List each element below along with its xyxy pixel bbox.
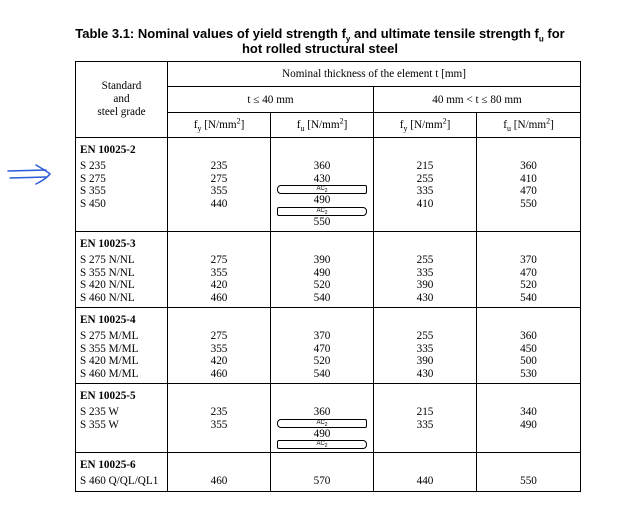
strength-value: 470 xyxy=(520,266,537,279)
strength-value: 470 xyxy=(520,185,537,197)
strength-value: 360 xyxy=(313,406,331,418)
section-empty-cell xyxy=(374,308,477,327)
thickness-header: Nominal thickness of the element t [mm] xyxy=(168,62,581,87)
strength-value: 390 xyxy=(416,279,434,291)
section-name: EN 10025-3 xyxy=(76,232,168,251)
value-column-fy40 xyxy=(168,156,271,232)
strength-value: 215 xyxy=(416,406,434,418)
section-name: EN 10025-6 xyxy=(76,453,168,472)
section-empty-cell xyxy=(477,308,581,327)
strength-value: 540 xyxy=(313,367,331,380)
steel-strength-table xyxy=(75,61,581,492)
steel-grade: S 355 xyxy=(80,185,106,197)
amendment-marker-icon: $AC_2$ xyxy=(277,419,367,428)
section-empty-cell xyxy=(271,384,374,403)
strength-value: 430 xyxy=(416,291,434,304)
strength-value: 570 xyxy=(313,475,331,487)
section-empty-cell xyxy=(168,138,271,157)
strength-value: 420 xyxy=(210,279,228,291)
section-empty-cell xyxy=(374,232,477,251)
value-column-fu40 xyxy=(271,326,374,384)
strength-value: 390 xyxy=(416,355,434,367)
strength-value: 540 xyxy=(520,291,537,304)
strength-value: 370 xyxy=(520,254,537,266)
section-empty-cell xyxy=(271,232,374,251)
steel-grade: S 460 Q/QL/QL1 xyxy=(80,475,159,487)
amendment-marker-icon: $AC_2$ xyxy=(277,185,367,194)
strength-value: $AC_2$ 490 $AC_2$ xyxy=(275,185,369,216)
strength-value: 355 xyxy=(210,185,228,197)
section-empty-cell xyxy=(271,138,374,157)
strength-value: 440 xyxy=(210,197,228,210)
value-column-fu80 xyxy=(477,156,581,232)
value-column-fu80 xyxy=(477,471,581,491)
strength-value: 335 xyxy=(416,266,434,279)
strength-value: 275 xyxy=(210,330,228,342)
value-column-fy40 xyxy=(168,402,271,453)
value-column-fy80 xyxy=(374,326,477,384)
section-name: EN 10025-2 xyxy=(76,138,168,157)
steel-grade: S 275 M/ML xyxy=(80,330,139,342)
strength-value: 520 xyxy=(313,279,331,291)
section-empty-cell xyxy=(374,384,477,403)
standard-header-line: Standard xyxy=(101,80,142,92)
section-name: EN 10025-4 xyxy=(76,308,168,327)
value-column-fu40 xyxy=(271,250,374,308)
strength-value: 235 xyxy=(210,160,228,172)
amendment-marker-icon: $AC_2$ xyxy=(277,440,367,449)
value-column-fu40 xyxy=(271,402,374,453)
strength-value: $AC_2$ 490 $AC_2$ xyxy=(275,419,369,450)
steel-grade: S 355 M/ML xyxy=(80,342,139,355)
section-empty-cell xyxy=(477,453,581,472)
strength-value: 235 xyxy=(210,406,228,418)
strength-value: 420 xyxy=(210,355,228,367)
strength-value: 360 xyxy=(313,160,331,172)
section-empty-cell xyxy=(168,232,271,251)
strength-value: 410 xyxy=(416,197,434,210)
section-name: EN 10025-5 xyxy=(76,384,168,403)
grade-column xyxy=(76,156,168,232)
steel-grade: S 235 W xyxy=(80,406,119,418)
strength-value: 335 xyxy=(416,342,434,355)
strength-value: 410 xyxy=(520,172,537,185)
steel-grade: S 450 xyxy=(80,197,106,210)
section-empty-cell xyxy=(374,138,477,157)
strength-value: 500 xyxy=(520,355,537,367)
steel-grade: S 460 M/ML xyxy=(80,367,139,380)
strength-value: 530 xyxy=(520,367,537,380)
grade-column xyxy=(76,326,168,384)
value-column-fy80 xyxy=(374,250,477,308)
strength-value: 540 xyxy=(313,291,331,304)
strength-value: 355 xyxy=(210,342,228,355)
steel-grade: S 420 N/NL xyxy=(80,279,135,291)
section-empty-cell xyxy=(271,308,374,327)
value-column-fy80 xyxy=(374,156,477,232)
strength-value: 520 xyxy=(313,355,331,367)
strength-value: 390 xyxy=(313,254,331,266)
strength-value: 255 xyxy=(416,254,434,266)
standard-grade-header xyxy=(76,62,168,138)
strength-value: 460 xyxy=(210,475,228,487)
standard-header-line: steel grade xyxy=(97,106,146,118)
strength-value: 520 xyxy=(520,279,537,291)
value-column-fy80 xyxy=(374,402,477,453)
strength-value: 360 xyxy=(520,160,537,172)
section-empty-cell xyxy=(271,453,374,472)
fu-unit-header: $f_u$ $[N/mm^2]$ xyxy=(271,113,374,138)
strength-value: 335 xyxy=(416,185,434,197)
steel-grade: S 355 N/NL xyxy=(80,266,135,279)
value-column-fu80 xyxy=(477,402,581,453)
fy-unit-header: $f_y$ $[N/mm^2]$ xyxy=(168,113,271,138)
strength-value: 275 xyxy=(210,172,228,185)
strength-value: 550 xyxy=(313,215,331,228)
steel-grade: S 420 M/ML xyxy=(80,355,139,367)
range-header-40: t ≤ 40 mm xyxy=(168,87,374,113)
strength-value: 470 xyxy=(313,342,331,355)
strength-value: 430 xyxy=(416,367,434,380)
grade-column xyxy=(76,471,168,491)
strength-value: 490 xyxy=(313,266,331,279)
standard-header-line: and xyxy=(113,93,130,105)
strength-value: 340 xyxy=(520,406,537,418)
value-column-fu80 xyxy=(477,326,581,384)
strength-value: 550 xyxy=(520,197,537,210)
steel-grade: S 235 xyxy=(80,160,106,172)
table-title: Table 3.1: Nominal values of yield strength $f_y$ and ultimate tensile strength $f_u$ for hot rolled structural steel xyxy=(75,26,565,56)
value-column-fy40 xyxy=(168,250,271,308)
section-empty-cell xyxy=(477,384,581,403)
value-column-fu40 xyxy=(271,156,374,232)
section-empty-cell xyxy=(168,308,271,327)
strength-value: 450 xyxy=(520,342,537,355)
strength-value: 360 xyxy=(520,330,537,342)
value-column-fy40 xyxy=(168,326,271,384)
section-empty-cell xyxy=(477,138,581,157)
section-empty-cell xyxy=(168,453,271,472)
grade-column xyxy=(76,402,168,453)
amendment-marker-icon: $AC_2$ xyxy=(277,207,367,216)
strength-value: 355 xyxy=(210,418,228,431)
fy-unit-header: $f_y$ $[N/mm^2]$ xyxy=(374,113,477,138)
section-empty-cell xyxy=(374,453,477,472)
steel-grade: S 275 xyxy=(80,172,106,185)
strength-value: 460 xyxy=(210,367,228,380)
value-column-fu40 xyxy=(271,471,374,491)
strength-value: 215 xyxy=(416,160,434,172)
strength-value: 430 xyxy=(313,172,331,185)
fu-unit-header: $f_u$ $[N/mm^2]$ xyxy=(477,113,581,138)
strength-value: 490 xyxy=(520,418,537,431)
steel-grade: S 460 N/NL xyxy=(80,291,135,304)
strength-value: 440 xyxy=(416,475,434,487)
hand-drawn-arrow-icon xyxy=(6,163,54,185)
steel-grade: S 355 W xyxy=(80,418,119,431)
section-empty-cell xyxy=(168,384,271,403)
value-column-fy80 xyxy=(374,471,477,491)
steel-grade: S 275 N/NL xyxy=(80,254,135,266)
grade-column xyxy=(76,250,168,308)
strength-value: 550 xyxy=(520,475,537,487)
strength-value: 255 xyxy=(416,330,434,342)
strength-value: 370 xyxy=(313,330,331,342)
strength-value: 355 xyxy=(210,266,228,279)
strength-value: 255 xyxy=(416,172,434,185)
range-header-80: 40 mm < t ≤ 80 mm xyxy=(374,87,581,113)
strength-value: 460 xyxy=(210,291,228,304)
value-column-fy40 xyxy=(168,471,271,491)
value-column-fu80 xyxy=(477,250,581,308)
strength-value: 335 xyxy=(416,418,434,431)
strength-value: 275 xyxy=(210,254,228,266)
section-empty-cell xyxy=(477,232,581,251)
